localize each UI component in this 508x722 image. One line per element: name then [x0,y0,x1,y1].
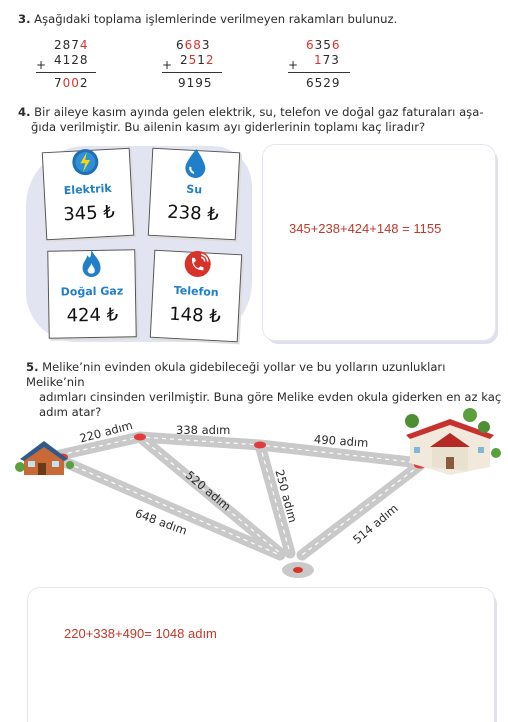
q3-prompt [18,12,397,27]
junction-dot [134,434,146,441]
answer-digit: 6 [306,38,315,52]
addition-problem-1 [52,38,122,94]
junction-dot [254,442,266,449]
bill-amount: 148 ₺ [168,303,222,328]
q5-answer-box[interactable] [28,588,494,722]
digits: 6529 [306,76,341,90]
q4-answer: 345+238+424+148 = 1155 [289,221,442,236]
bill-card-gas [47,249,137,339]
water-drop-icon [182,146,210,179]
junction-dot [293,567,303,573]
q4-prompt [18,105,504,135]
bill-amount: 238 ₺ [166,201,220,226]
digits: 287 [54,38,80,52]
digits: 4128 [54,53,89,67]
plus-sign: + [162,58,173,72]
answer-digit: 5 [188,53,198,67]
sum-line [288,72,350,73]
bill-label: Telefon [173,283,219,300]
q4-text-line: ğıda verilmiştir. Bu ailenin kasım ayı giderlerinin toplamı kaç liradır? [31,120,426,134]
answer-digit: 4 [79,38,89,52]
q3-text: Aşağıdaki toplama işlemlerinde verilmeyen rakamları bulunuz. [34,12,398,26]
road-label-514: 514 adım [350,501,401,547]
q3-number: 3. [18,12,31,26]
digits: 6 [176,38,185,52]
addition-problem-3 [306,38,376,94]
bill-amount: 424 ₺ [66,304,119,327]
bill-label: Su [186,182,203,197]
house-icon [15,441,74,475]
answer-digit: 68 [184,38,202,52]
q5-text-line: adımları cinsinden verilmiştir. Buna göre Melike evden okula giderken en az kaç [39,390,502,404]
sum-line [162,72,222,73]
bill-label: Doğal Gaz [60,284,124,299]
digits: 7 [54,76,63,90]
q5-text-line: adım atar? [39,405,102,419]
lightning-icon [70,146,102,178]
digits: 3 [201,38,211,52]
digits: 2 [180,53,189,67]
addition-problem-2 [176,38,246,94]
bill-card-electric [42,148,134,240]
road-label-490: 490 adım [313,432,369,450]
answer-digit: 6 [331,38,341,52]
answer-digit: 2 [205,53,215,67]
road-label-250: 250 adım [272,468,301,525]
q4-answer-box[interactable] [263,145,495,340]
digits: 35 [314,38,332,52]
digits: 9195 [178,76,213,90]
bill-amount: 345 ₺ [62,201,116,226]
bill-label: Elektrik [63,181,112,198]
gas-flame-icon [78,247,105,279]
answer-digit: 00 [62,76,80,90]
q5-text-line: Melike’nin evinden okula gidebileceği yollar ve bu yolların uzunlukları Melike’nin [26,360,446,389]
school-icon [405,408,501,475]
q5-number: 5. [26,360,39,374]
telephone-icon [182,248,214,280]
road-map [0,405,508,585]
sum-line [36,72,96,73]
plus-sign: + [36,58,47,72]
q4-number: 4. [18,105,31,119]
digits: 2 [79,76,89,90]
answer-digit: 1 [314,53,323,67]
road-label-648: 648 adım [133,506,190,538]
plus-sign: + [288,58,299,72]
bill-card-water [148,148,240,240]
digits: 1 [197,53,206,67]
q4-text-line: Bir aileye kasım ayında gelen elektrik, su, telefon ve doğal gaz faturaları aşa- [34,105,484,119]
q5-answer: 220+338+490= 1048 adım [64,626,217,641]
digits: 73 [322,53,340,67]
road-label-520: 520 adım [183,468,234,514]
bill-card-phone [150,250,242,342]
road-label-220: 220 adım [78,417,135,446]
road-label-338: 338 adım [176,423,231,437]
